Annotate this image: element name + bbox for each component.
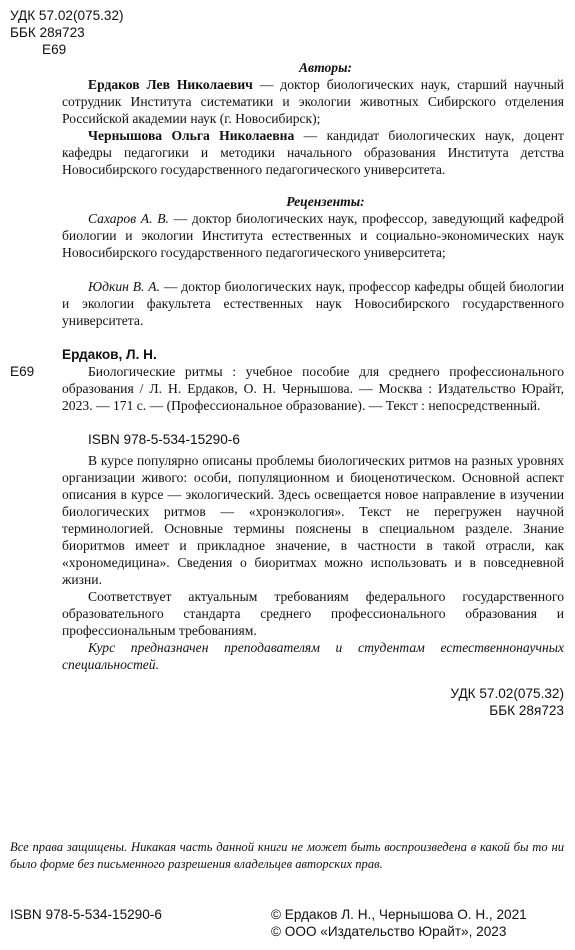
copyright-publisher: © ООО «Издательство Юрайт», 2023 <box>271 924 507 939</box>
reviewer-1-name: Сахаров А. В. <box>88 211 169 226</box>
reviewer-2 <box>62 278 564 329</box>
catalog-margin-code: Е69 <box>10 364 35 379</box>
author-2-text: — кандидат биологических наук, доцент кафедры педагогики и методики начального образования Института детства Новосибирского государственного педагогического университета. <box>62 128 564 177</box>
rights-notice: Все права защищены. Никакая часть данной книги не может быть воспроизведена в какой бы то ни было форме без письменного разрешения владельцев авторских прав. <box>10 840 564 871</box>
author-1-name: Ердаков Лев Николаевич <box>88 77 253 92</box>
abstract-p1: В курсе популярно описаны проблемы биологических ритмов на разных уровнях организации живого: особи, популяционном и биоценотическом. Основной аспект описания в курсе — экологический. Здесь освещается новое направление в изучении биологических ритмов — «хронэкология». Текст не перегружен научной терминологией. Основные термины пояснены в специальном разделе. Знание биоритмов имеет и прикладное значение, в частности в такой отрасли, как «хрономедицина». Сведения о биоритмах можно использовать и в повседневной жизни. <box>62 453 564 587</box>
catalog-author: Ердаков, Л. Н. <box>62 347 157 362</box>
reviewer-2-text: — доктор биологических наук, профессор кафедры общей биологии и экологии факультета естественных наук Новосибирского государственного университета. <box>62 279 564 328</box>
reviewer-1-text: — доктор биологических наук, профессор, заведующий кафедрой биологии и экологии Института естественных и социально-экономических наук Новосибирского государственного педагогического университета; <box>62 211 564 260</box>
footer-isbn: ISBN 978-5-534-15290-6 <box>10 907 162 922</box>
catalog-description: Биологические ритмы : учебное пособие для среднего профессионального образования / Л. Н. Ердаков, О. Н. Чернышова. — Москва : Издательство Юрайт, 2023. — 171 с. — (Профессиональное образование). — Текст : непосредственный. <box>62 364 564 413</box>
author-2 <box>62 127 564 178</box>
abstract-p3: Курс предназначен преподавателям и студентам естественнонаучных специальностей. <box>62 640 564 672</box>
bbk-code-bottom: ББК 28я723 <box>489 703 564 718</box>
author-1 <box>62 76 564 127</box>
udk-code-top: УДК 57.02(075.32) <box>10 8 124 23</box>
udk-code-bottom: УДК 57.02(075.32) <box>450 686 564 701</box>
reviewer-1 <box>62 210 564 261</box>
bbk-code-top: ББК 28я723 <box>10 25 85 40</box>
reviewer-2-name: Юдкин В. А. <box>88 279 160 294</box>
author-1-text: — доктор биологических наук, старший научный сотрудник Института систематики и экологии животных Сибирского отделения Российской академии наук (г. Новосибирск); <box>62 77 564 126</box>
e-code-top: Е69 <box>42 42 67 57</box>
author-2-name: Чернышова Ольга Николаевна <box>88 128 295 143</box>
reviewers-heading: Рецензенты: <box>286 194 365 209</box>
copyright-authors: © Ердаков Л. Н., Чернышова О. Н., 2021 <box>271 907 527 922</box>
abstract-p2: Соответствует актуальным требованиям федерального государственного образовательного стандарта среднего профессионального образования и профессиональным требованиям. <box>62 589 564 638</box>
abstract <box>62 452 564 673</box>
authors-heading: Авторы: <box>298 60 353 75</box>
catalog-isbn: ISBN 978-5-534-15290-6 <box>88 432 240 447</box>
